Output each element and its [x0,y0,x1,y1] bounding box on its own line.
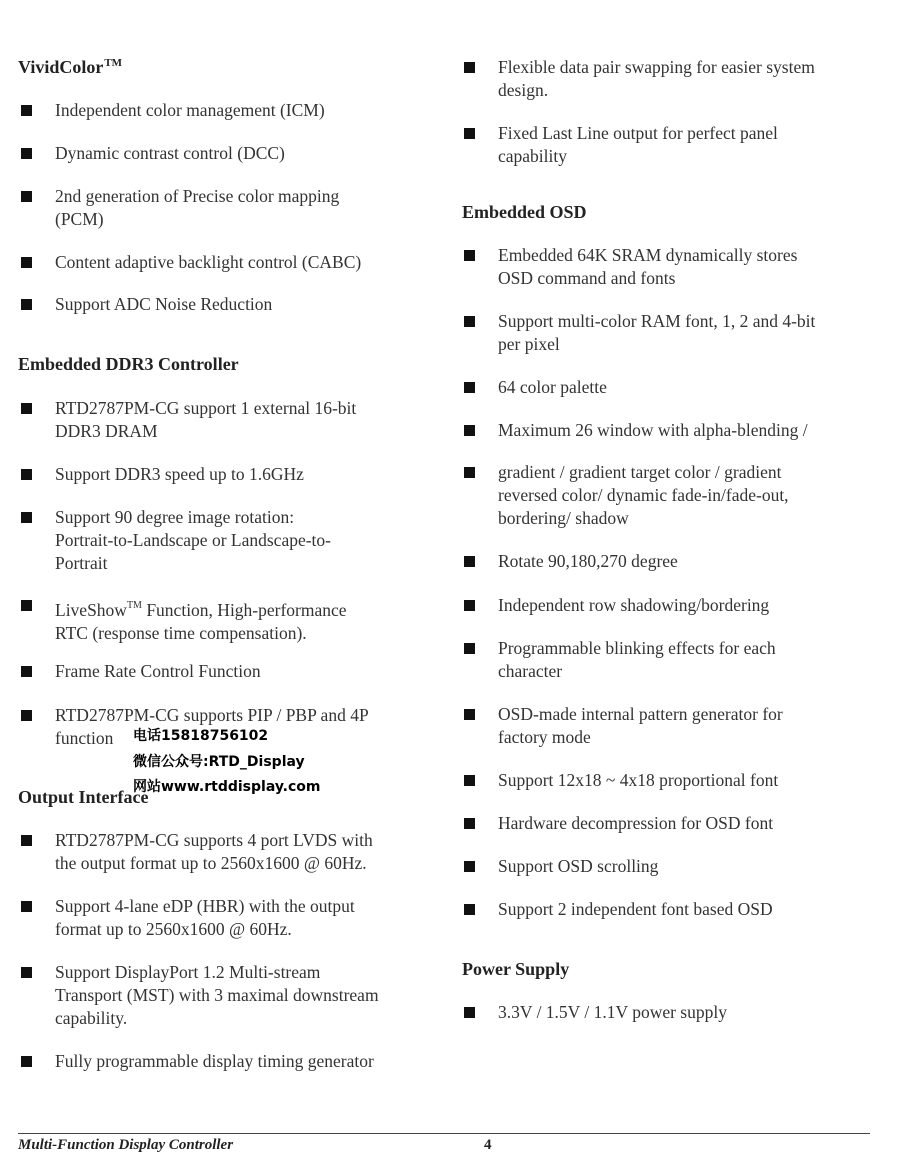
bullet-icon [464,904,475,915]
footer-divider [18,1133,870,1134]
output-interface-heading: Output Interface [18,787,149,807]
bullet-icon [464,382,475,393]
bullet-icon [21,191,32,202]
ddr3-heading: Embedded DDR3 Controller [18,354,239,374]
bullet-icon [21,512,32,523]
bullet-icon [21,835,32,846]
bullet-icon [21,600,32,611]
bullet-icon [464,1007,475,1018]
watermark-site: 网站www.rtddisplay.com [133,779,321,795]
bullet-icon [464,861,475,872]
bullet-icon [21,403,32,414]
bullet-icon [464,643,475,654]
bullet-icon [21,901,32,912]
bullet-icon [21,967,32,978]
bullet-icon [464,709,475,720]
embedded-osd-heading: Embedded OSD [462,202,587,222]
vividcolor-heading: VividColor™ [18,57,123,77]
bullet-icon [21,710,32,721]
bullet-icon [21,666,32,677]
bullet-icon [464,425,475,436]
bullet-icon [21,257,32,268]
bullet-icon [21,1056,32,1067]
bullet-icon [21,299,32,310]
bullet-icon [464,556,475,567]
power-supply-heading: Power Supply [462,959,570,979]
watermark-phone: 电话15818756102 [133,728,269,744]
bullet-icon [464,818,475,829]
footer-title: Multi-Function Display Controller [18,1137,234,1153]
bullet-icon [21,148,32,159]
bullet-icon [464,600,475,611]
bullet-icon [464,316,475,327]
bullet-icon [21,105,32,116]
watermark-wechat: 微信公众号:RTD_Display [133,754,305,770]
page-number: 4 [484,1137,492,1153]
bullet-icon [464,467,475,478]
bullet-icon [464,62,475,73]
bullet-icon [464,775,475,786]
bullet-icon [21,469,32,480]
bullet-icon [464,250,475,261]
bullet-icon [464,128,475,139]
